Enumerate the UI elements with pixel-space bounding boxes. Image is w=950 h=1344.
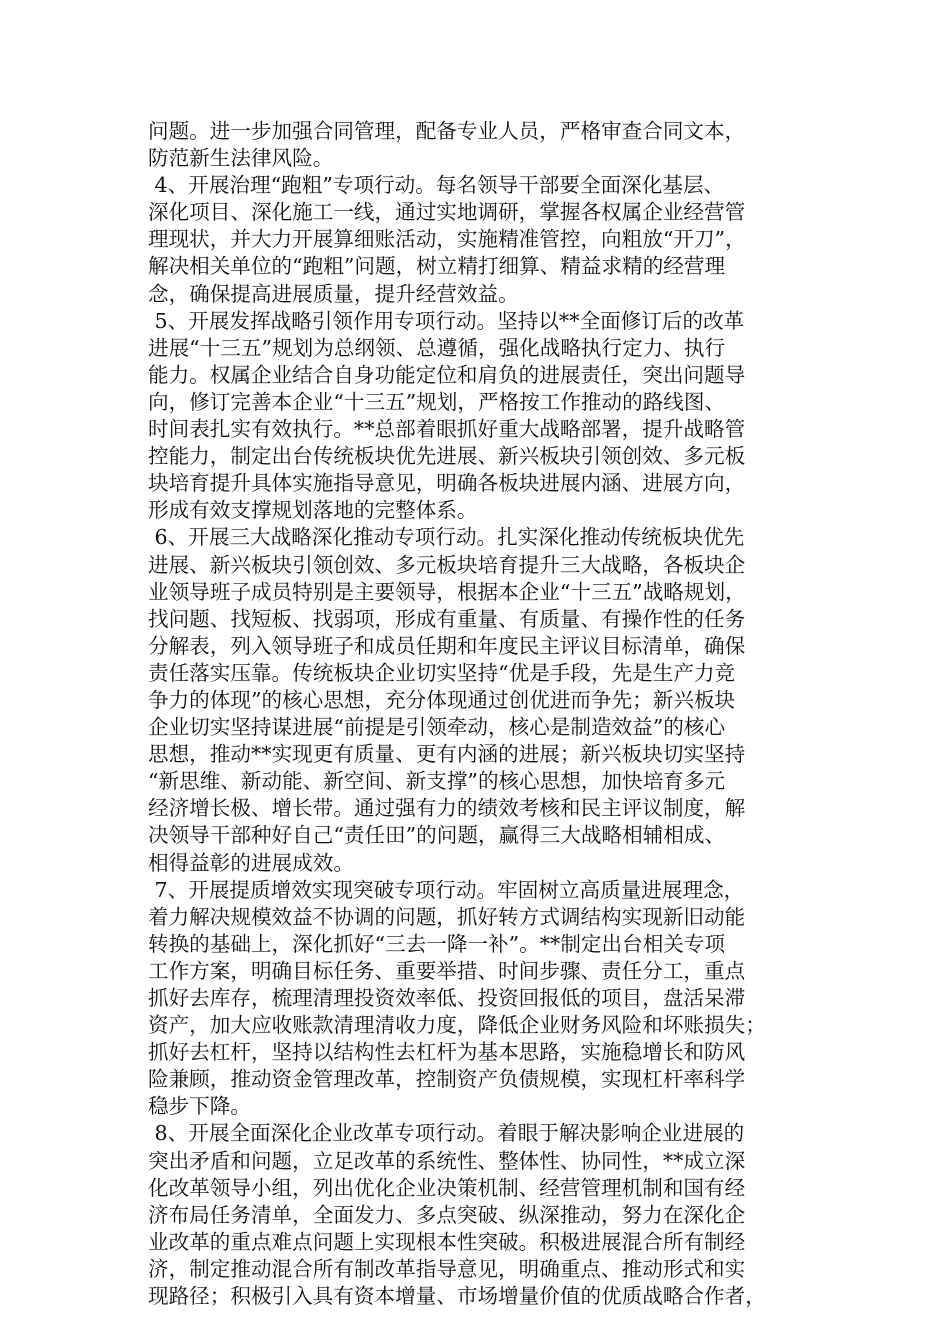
text-line: 资产，加大应收账款清理清收力度，降低企业财务风险和坏账损失； (148, 1013, 766, 1038)
text-line: 业改革的重点难点问题上实现根本性突破。积极进展混合所有制经 (148, 1229, 746, 1254)
text-line: 块培育提升具体实施指导意见，明确各板块进展内涵、进展方向， (148, 471, 746, 496)
text-line: 找问题、找短板、找弱项，形成有重量、有质量、有操作性的任务 (148, 606, 746, 631)
text-line: 7、开展提质增效实现突破专项行动。牢固树立高质量进展理念， (148, 877, 745, 902)
text-line: 抓好去杠杆，坚持以结构性去杠杆为基本思路，实施稳增长和防风 (148, 1040, 746, 1065)
text-line: 控能力，制定出台传统板块优先进展、新兴板块引领创效、多元板 (148, 444, 746, 469)
text-line: 济布局任务清单，全面发力、多点突破、纵深推动，努力在深化企 (148, 1202, 746, 1227)
text-line: 向，修订完善本企业“十三五”规划，严格按工作推动的路线图、 (148, 389, 726, 414)
text-line: 时间表扎实有效执行。**总部着眼抓好重大战略部署，提升战略管 (148, 417, 746, 442)
text-line: 企业切实坚持谋进展“前提是引领牵动，核心是制造效益”的核心 (148, 715, 726, 740)
text-line: 6、开展三大战略深化推动专项行动。扎实深化推动传统板块优先 (148, 525, 745, 550)
text-line: 业领导班子成员特别是主要领导，根据本企业“十三五”战略规划， (148, 579, 746, 604)
text-line: 相得益彰的进展成效。 (148, 850, 354, 875)
text-line: 解决相关单位的“跑粗”问题，树立精打细算、精益求精的经营理 (148, 254, 726, 279)
text-line: 形成有效支撑规划落地的完整体系。 (148, 498, 478, 523)
text-line: 经济增长极、增长带。通过强有力的绩效考核和民主评议制度，解 (148, 796, 746, 821)
text-line: 思想，推动**实现更有质量、更有内涵的进展；新兴板块切实坚持 (148, 742, 746, 767)
text-line: 着力解决规模效益不协调的问题，抓好转方式调结构实现新旧动能 (148, 904, 746, 929)
text-line: 化改革领导小组，列出优化企业决策机制、经营管理机制和国有经 (148, 1175, 746, 1200)
text-line: 决领导干部种好自己“责任田”的问题，赢得三大战略相辅相成、 (148, 823, 726, 848)
text-line: 分解表，列入领导班子和成员任期和年度民主评议目标清单，确保 (148, 633, 746, 658)
text-line: 转换的基础上，深化抓好“三去一降一补”。**制定出台相关专项 (148, 931, 726, 956)
text-line: 工作方案，明确目标任务、重要举措、时间步骤、责任分工，重点 (148, 958, 746, 983)
text-line: 深化项目、深化施工一线，通过实地调研，掌握各权属企业经营管 (148, 200, 746, 225)
text-line: 理现状，并大力开展算细账活动，实施精准管控，向粗放“开刀”， (148, 227, 746, 252)
document-body (148, 118, 818, 1310)
text-line: 现路径；积极引入具有资本增量、市场增量价值的优质战略合作者， (148, 1284, 766, 1309)
text-line: 责任落实压靠。传统板块企业切实坚持“优是手段，先是生产力竞 (148, 660, 736, 685)
text-line: 防范新生法律风险。 (148, 146, 334, 171)
text-line: 能力。权属企业结合自身功能定位和肩负的进展责任，突出问题导 (148, 362, 746, 387)
text-line: 念，确保提高进展质量，提升经营效益。 (148, 281, 519, 306)
text-line: 抓好去库存，梳理清理投资效率低、投资回报低的项目，盘活呆滞 (148, 986, 746, 1010)
text-line: 5、开展发挥战略引领作用专项行动。坚持以**全面修订后的改革 (148, 308, 745, 333)
text-line: 进展“十三五”规划为总纲领、总遵循，强化战略执行定力、执行 (148, 335, 726, 360)
text-line: 4、开展治理“跑粗”专项行动。每名领导干部要全面深化基层、 (148, 173, 725, 198)
text-line: 问题。进一步加强合同管理，配备专业人员，严格审查合同文本， (148, 119, 746, 143)
text-line: 8、开展全面深化企业改革专项行动。着眼于解决影响企业进展的 (148, 1121, 745, 1146)
text-line: 争力的体现”的核心思想，充分体现通过创优进而争先；新兴板块 (148, 687, 736, 712)
text-line: “新思维、新动能、新空间、新支撑”的核心思想，加快培育多元 (148, 769, 726, 794)
text-line: 险兼顾，推动资金管理改革，控制资产负债规模，实现杠杆率科学 (148, 1067, 746, 1092)
text-line: 进展、新兴板块引领创效、多元板块培育提升三大战略，各板块企 (148, 552, 746, 577)
text-line: 济，制定推动混合所有制改革指导意见，明确重点、推动形式和实 (148, 1256, 746, 1281)
text-line: 突出矛盾和问题，立足改革的系统性、整体性、协同性，**成立深 (148, 1148, 746, 1173)
text-line: 稳步下降。 (148, 1094, 251, 1119)
